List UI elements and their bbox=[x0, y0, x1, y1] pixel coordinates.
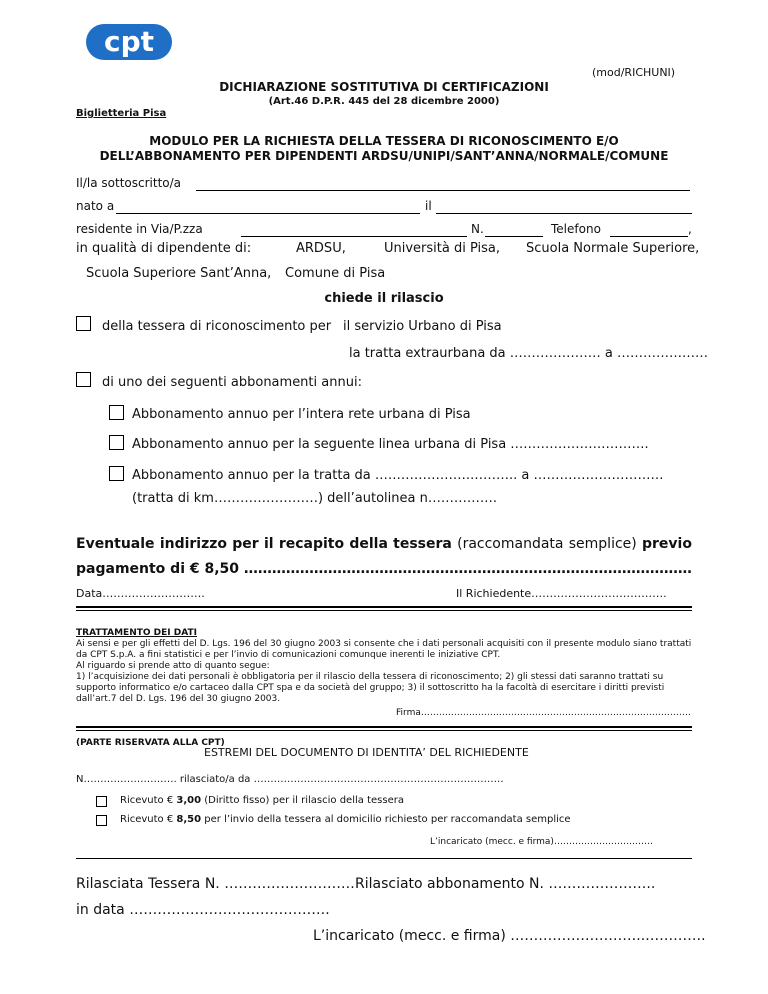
extraurbana-label: la tratta extraurbana da ………………… a ………………… bbox=[349, 346, 709, 361]
incaricato-small-field[interactable]: L’incaricato (mecc. e firma)…………………………… bbox=[430, 837, 653, 847]
abb-tratta-km-label: (tratta di km……………………) dell’autolinea n……………. bbox=[132, 491, 497, 506]
privacy-text: Ai sensi e per gli effetti del D. Lgs. 196 del 30 giugno 2003 si consente che i dati personali acquisiti con il presente modulo siano trattati bbox=[76, 639, 692, 649]
divider-double-top bbox=[76, 606, 692, 608]
pagamento-line[interactable]: pagamento di € 8,50 …………………………………………………………………………………… bbox=[76, 561, 692, 577]
ricevuto-prefix: Ricevuto € bbox=[120, 795, 174, 806]
privacy-firma-field[interactable]: Firma……………………………………………………………………………… bbox=[396, 708, 691, 718]
tessera-checkbox[interactable] bbox=[76, 316, 91, 331]
indirizzo-word: indirizzo bbox=[159, 536, 228, 552]
indirizzo-word: (raccomandata bbox=[457, 536, 564, 552]
chiede-heading: chiede il rilascio bbox=[324, 291, 444, 306]
indirizzo-word: Eventuale bbox=[76, 536, 155, 552]
qualita-ardsu: ARDSU, bbox=[296, 241, 346, 256]
numero-label: N. bbox=[471, 222, 484, 236]
incaricato-field[interactable]: L’incaricato (mecc. e firma) ………………………..…………. bbox=[313, 928, 706, 944]
nato-field[interactable] bbox=[116, 213, 420, 214]
numero-field[interactable] bbox=[485, 236, 543, 237]
telefono-label: Telefono bbox=[551, 222, 601, 236]
indirizzo-word: semplice) bbox=[568, 536, 637, 552]
indirizzo-field[interactable] bbox=[241, 236, 467, 237]
ricevuto-diritto-checkbox[interactable] bbox=[96, 796, 107, 807]
form-title-line-1: MODULO PER LA RICHIESTA DELLA TESSERA DI RICONOSCIMENTO E/O bbox=[149, 134, 619, 148]
richiedente-field[interactable]: Il Richiedente………………………………. bbox=[456, 587, 667, 600]
indirizzo-word: previo bbox=[641, 536, 692, 552]
ricevuto-invio-label bbox=[120, 814, 571, 825]
data-nascita-field[interactable] bbox=[436, 213, 692, 214]
divider-double-bottom bbox=[76, 610, 692, 611]
indirizzo-word: recapito bbox=[278, 536, 345, 552]
residente-label: residente in Via/P.zza bbox=[76, 222, 203, 236]
rilasciata-tessera-field[interactable]: Rilasciata Tessera N. ………………………. bbox=[76, 876, 355, 892]
document-title: DICHIARAZIONE SOSTITUTIVA DI CERTIFICAZIONI bbox=[219, 80, 549, 94]
indirizzo-word: per bbox=[232, 536, 259, 552]
ricevuto-amount: 8,50 bbox=[176, 814, 202, 825]
privacy-text: da CPT S.p.A. a fini statistici e per l’invio di comunicazioni comunque inerenti le iniziative CPT. bbox=[76, 650, 501, 660]
telefono-field[interactable] bbox=[610, 236, 688, 237]
form-title-line-2: DELL’ABBONAMENTO PER DIPENDENTI ARDSU/UNIPI/SANT’ANNA/NORMALE/COMUNE bbox=[99, 149, 669, 163]
tessera-label: della tessera di riconoscimento per bbox=[102, 319, 332, 334]
in-data-field[interactable]: in data ……………………………………. bbox=[76, 902, 330, 918]
qualita-label: in qualità di dipendente di: bbox=[76, 241, 252, 256]
privacy-text: dall’art.7 del D. Lgs. 196 del 30 giugno 2003. bbox=[76, 694, 281, 704]
qualita-normale: Scuola Normale Superiore, bbox=[526, 241, 700, 256]
abb-linea-label: Abbonamento annuo per la seguente linea urbana di Pisa ………………….………. bbox=[132, 437, 649, 452]
riservata-title: (PARTE RISERVATA ALLA CPT) bbox=[76, 738, 225, 748]
privacy-text: 1) l’acquisizione dei dati personali è obbligatoria per il rilascio della tessera di riconoscimento; 2) gli stessi dati saranno trattati su bbox=[76, 672, 664, 682]
qualita-unipi: Università di Pisa, bbox=[384, 241, 501, 256]
office-label: Biglietteria Pisa bbox=[76, 108, 167, 119]
mod-code: (mod/RICHUNI) bbox=[592, 66, 676, 79]
ricevuto-diritto-label bbox=[120, 795, 404, 806]
ricevuto-desc: (Diritto fisso) per il rilascio della tessera bbox=[204, 795, 404, 806]
indirizzo-line bbox=[76, 536, 692, 552]
indirizzo-word: il bbox=[263, 536, 274, 552]
divider-double-bottom bbox=[76, 730, 692, 731]
divider-single bbox=[76, 858, 692, 859]
indirizzo-word: tessera bbox=[393, 536, 452, 552]
privacy-text: Al riguardo si prende atto di quanto segue: bbox=[76, 661, 270, 671]
abb-tratta-checkbox[interactable] bbox=[109, 466, 124, 481]
qualita-comune: Comune di Pisa bbox=[285, 266, 386, 281]
indirizzo-word: della bbox=[349, 536, 388, 552]
abb-rete-label: Abbonamento annuo per l’intera rete urbana di Pisa bbox=[132, 407, 471, 422]
documento-numero-field[interactable]: N………………………. rilasciato/a da ………………………………………………………………… bbox=[76, 774, 504, 785]
abb-rete-checkbox[interactable] bbox=[109, 405, 124, 420]
ricevuto-amount: 3,00 bbox=[176, 795, 202, 806]
abbonamenti-label: di uno dei seguenti abbonamenti annui: bbox=[102, 375, 362, 390]
svg-text:cpt: cpt bbox=[103, 25, 155, 58]
ricevuto-invio-checkbox[interactable] bbox=[96, 815, 107, 826]
sottoscritto-field[interactable] bbox=[196, 190, 690, 191]
urbano-label: il servizio Urbano di Pisa bbox=[343, 319, 502, 334]
nato-label: nato a bbox=[76, 199, 115, 213]
rilasciato-abbonamento-field[interactable]: Rilasciato abbonamento N. ………………….. bbox=[355, 876, 656, 892]
abb-tratta-label: Abbonamento annuo per la tratta da ………………….……….. a ………………………… bbox=[132, 468, 664, 483]
abbonamenti-checkbox[interactable] bbox=[76, 372, 91, 387]
abb-linea-checkbox[interactable] bbox=[109, 435, 124, 450]
privacy-text: supporto informatico e/o cartaceo dalla CPT spa e da società del gruppo; 3) il sottoscritto ha la facoltà di esercitare i diritti previsti bbox=[76, 683, 665, 693]
qualita-santanna: Scuola Superiore Sant’Anna, bbox=[86, 266, 272, 281]
il-label: il bbox=[425, 199, 432, 213]
estremi-heading: ESTREMI DEL DOCUMENTO DI IDENTITA’ DEL RICHIEDENTE bbox=[204, 746, 529, 759]
ricevuto-desc: per l’invio della tessera al domicilio richiesto per raccomandata semplice bbox=[204, 814, 571, 825]
privacy-title: TRATTAMENTO DEI DATI bbox=[76, 628, 197, 638]
ricevuto-prefix: Ricevuto € bbox=[120, 814, 174, 825]
data-field[interactable]: Data………………………. bbox=[76, 587, 205, 600]
telefono-comma: , bbox=[688, 222, 692, 236]
document-subtitle: (Art.46 D.P.R. 445 del 28 dicembre 2000) bbox=[268, 96, 500, 107]
sottoscritto-label: Il/la sottoscritto/a bbox=[76, 176, 182, 190]
divider-double-top bbox=[76, 726, 692, 728]
cpt-logo bbox=[86, 22, 172, 62]
